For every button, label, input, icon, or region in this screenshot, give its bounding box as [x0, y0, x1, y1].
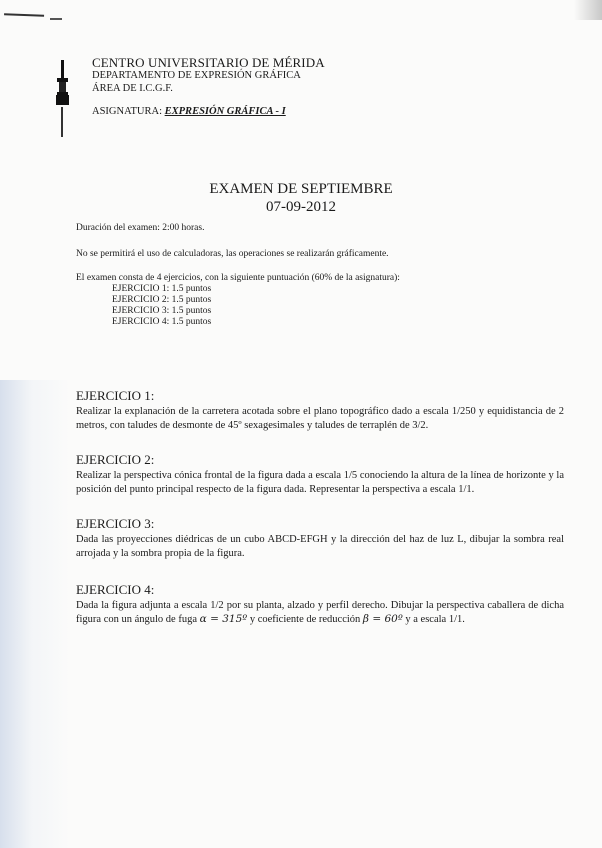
- exam-title-block: [0, 180, 602, 216]
- exercise-text: Realizar la explanación de la carretera acotada sobre el plano topográfico dado a escala 1/250 y equidistancia de 2 metros, con taludes de desmonte de 45º sexagesimales y taludes de terraplén de 3/2.: [76, 406, 564, 431]
- alpha-formula: α = 315º: [199, 612, 248, 625]
- calculator-rule: No se permitirá el uso de calculadoras, las operaciones se realizarán gráficamente.: [76, 249, 389, 259]
- exam-title: EXAMEN DE SEPTIEMBRE: [209, 181, 393, 197]
- exercise-3: [76, 516, 564, 560]
- area-name: ÁREA DE I.C.G.F.: [92, 83, 173, 94]
- list-item: EJERCICIO 2: 1.5 puntos: [112, 295, 212, 305]
- subject-name: EXPRESIÓN GRÁFICA - I: [164, 106, 286, 117]
- exercise-title: EJERCICIO 2:: [76, 452, 155, 467]
- exam-date: 07-09-2012: [266, 199, 336, 215]
- score-list: [112, 284, 211, 328]
- list-item: EJERCICIO 3: 1.5 puntos: [112, 306, 212, 316]
- university-logo: [56, 60, 70, 140]
- scan-shadow: [0, 380, 70, 848]
- institution-name: CENTRO UNIVERSITARIO DE MÉRIDA: [92, 55, 325, 70]
- exercise-text: [76, 599, 564, 626]
- list-item: EJERCICIO 1: 1.5 puntos: [112, 284, 212, 294]
- scan-mark: [50, 18, 62, 20]
- scan-corner-shadow: [574, 0, 602, 20]
- header: [92, 56, 325, 95]
- beta-formula: β = 60º: [362, 612, 403, 625]
- scan-mark: [4, 13, 44, 20]
- exercise-4: [76, 582, 564, 626]
- department-name: DEPARTAMENTO DE EXPRESIÓN GRÁFICA: [92, 70, 301, 81]
- exercise-title: EJERCICIO 1:: [76, 388, 155, 403]
- subject-label: ASIGNATURA:: [92, 106, 165, 117]
- list-item: EJERCICIO 4: 1.5 puntos: [112, 317, 212, 327]
- exercise-title: EJERCICIO 3:: [76, 516, 155, 531]
- exercise-2: [76, 452, 564, 496]
- exercise-text: Dada las proyecciones diédricas de un cubo ABCD-EFGH y la dirección del haz de luz L, dibujar la sombra real arrojada y la sombra propia de la figura.: [76, 534, 564, 559]
- exercise-text: Realizar la perspectiva cónica frontal de la figura dada a escala 1/5 conociendo la altura de la línea de horizonte y la posición del punto principal respecto de la figura dada. Representar la perspectiva a escala 1/1.: [76, 470, 564, 495]
- exercise-1: [76, 388, 564, 432]
- subject-line: [92, 106, 286, 117]
- exercise-text-part: Dada la figura adjunta a escala 1/2 por su planta, alzado y perfil derecho. Dibujar la perspectiva caballera de dicha figura con un ángulo de fuga: [76, 600, 564, 625]
- exercise-title: EJERCICIO 4:: [76, 582, 155, 597]
- exercise-text-part: y coeficiente de reducción: [247, 613, 363, 625]
- exercise-text-part: y a escala 1/1.: [402, 613, 465, 625]
- exam-duration: Duración del examen: 2:00 horas.: [76, 223, 205, 233]
- exam-structure: El examen consta de 4 ejercicios, con la siguiente puntuación (60% de la asignatura):: [76, 273, 400, 283]
